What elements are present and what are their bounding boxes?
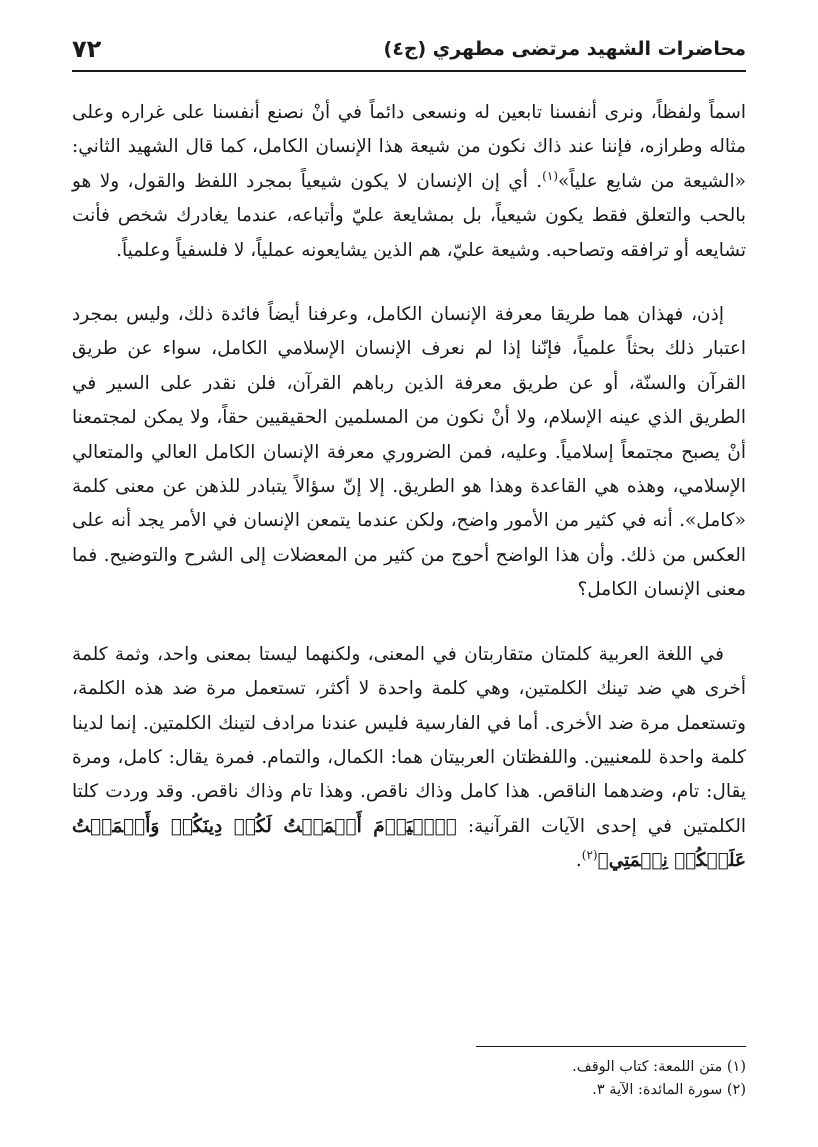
page-number: ٧٢ [72,35,102,63]
paragraph-3-end: . [575,850,582,872]
footnote-1: (١) متن اللمعة: كتاب الوقف. [572,1059,746,1075]
paragraph-3 [72,638,746,879]
paragraph-1 [72,96,746,268]
footnote-ref-2: (٢) [581,847,598,862]
footnote-ref-1: (١) [542,168,558,183]
page-header [72,28,746,70]
paragraph-2 [72,298,746,608]
paragraph-3-text: في اللغة العربية كلمتان متقاربتان في المعنى، ولكنهما ليستا بمعنى واحد، وثمة كلمة أخرى هي ضد تينك الكلمتين، وهي كلمة واحدة لا أكثر، تستعمل مرة ضد هذه الكلمة، وتستعمل مرة ضد الأخرى. أما في الفارسية فليس عندنا مرادف لتينك الكلمتين. إنما لدينا كلمة واحدة للمعنيين. واللفظتان العربيتان هما: الكمال، والتمام. فمرة يقال: كامل، ومرة يقال: تام، وضدهما الناقص. هذا كامل وذاك ناقص. وهذا تام وذاك ناقص. وقد وردت كلتا الكلمتين في إحدى الآيات القرآنية: [72,643,746,837]
running-title: محاضرات الشهيد مرتضى مطهري (ج٤) [383,38,746,60]
quran-verse: ﴿ٱلۡيَوۡمَ أَكۡمَلۡتُ لَكُمۡ دِينَكُمۡ وَأَتۡمَمۡتُ عَلَيۡكُمۡ نِعۡمَتِي﴾ [72,815,746,872]
footnote-divider [476,1046,746,1047]
paragraph-1-text: اسماً ولفظاً، ونرى أنفسنا تابعين له ونسعى دائماً في أنْ نصنع أنفسنا على غراره وعلى مثاله وطرازه، فإننا عند ذاك نكون من شيعة هذا الإنسان الكامل، كما قال الشهيد الثاني: «الشيعة من شايع علياً» [72,102,746,192]
footnote-2: (٢) سورة المائدة: الآية ٣. [592,1082,746,1098]
body-text [72,96,746,879]
paragraph-2-text: إذن، فهذان هما طريقا معرفة الإنسان الكامل، وعرفنا أيضاً فائدة ذلك، وليس بمجرد اعتبار ذلك بحثاً علمياً، فإنّنا إذا لم نعرف الإنسان الإسلامي الكامل، سواء عن طريق القرآن والسنّة، أو عن طريق معرفة الذين رباهم القرآن، فلن نقدر على السير في الطريق الذي عينه الإسلام، ولا أنْ نكون من المسلمين الحقيقيين حقاً، ولا يمكن لمجتمعنا أنْ يصبح مجتمعاً إسلامياً. وعليه، فمن الضروري معرفة الإنسان الكامل العالي والمتعالي الإسلامي، وهذه هي القاعدة وهذا هو الطريق. إلا إنّ سؤالاً يتبادر للذهن عن معنى كلمة «كامل». أنه في كثير من الأمور واضح، ولكن عندما يتمعن الإنسان في الأمر يجد أنه على العكس من ذلك. وأن هذا الواضح أحوج من كثير من المعضلات إلى الشرح والتوضيح. فما معنى الإنسان الكامل؟ [72,304,746,601]
header-divider [72,70,746,72]
paragraph-1-continuation: . أي إن الإنسان لا يكون شيعياً بمجرد اللفظ والقول، ولا هو بالحب والتعلق فقط يكون شيعياً، بل بمشايعة عليّ وأتباعه، عندما يغادرك شخص فأنت تشايعه أو ترافقه وتصاحبه. وشيعة عليّ، هم الذين يشايعونه عملياً، لا فلسفياً وعلمياً. [72,170,746,261]
footnotes [72,1056,746,1102]
